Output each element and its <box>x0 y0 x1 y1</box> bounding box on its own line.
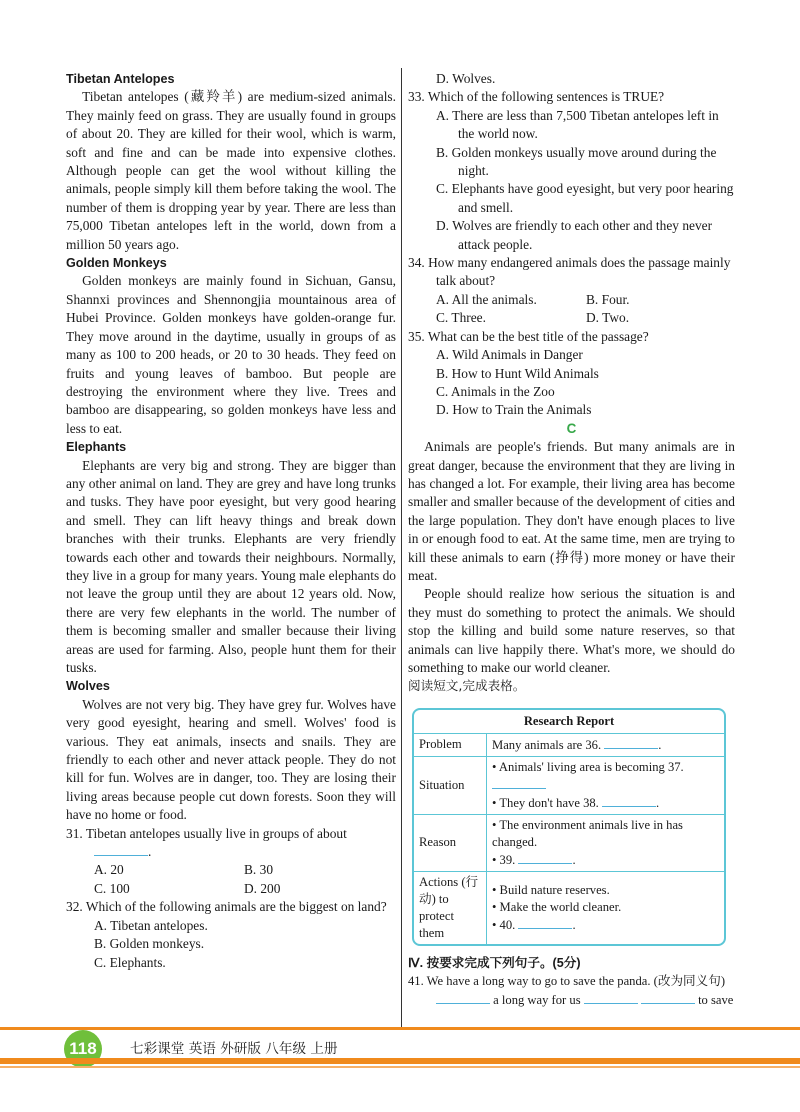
answer-blank-41b[interactable] <box>584 991 638 1004</box>
q32-option-a[interactable]: A. Tibetan antelopes. <box>94 917 208 933</box>
q31-options-row2 <box>66 880 396 898</box>
answer-blank-38[interactable] <box>602 794 656 807</box>
question-32: 32. Which of the following animals are the biggest on land? <box>66 899 387 915</box>
wolves-paragraph: Wolves are not very big. They have grey fur. Wolves have very good eyesight, hearing and smell. Wolves' food is various. They eat animals, insects and snails. They are friendly to each other and never attack people. They do not kill for fun. Wolves are in danger, too. They are losing their living areas because people cut down forests. Soon they will have no home or food. <box>66 696 396 823</box>
answer-blank-40[interactable] <box>518 916 572 929</box>
actions-label: Actions (行动) to protect them <box>414 871 487 944</box>
golden-title: Golden Monkeys <box>66 256 167 271</box>
question-34: 34. How many endangered animals does the passage mainly talk about? <box>408 255 731 289</box>
footer-strip <box>0 1058 800 1064</box>
problem-text: Many animals are 36. <box>492 737 602 752</box>
q35-option-b[interactable]: B. How to Hunt Wild Animals <box>436 365 599 381</box>
answer-blank-31[interactable] <box>94 843 148 856</box>
answer-blank-37[interactable] <box>492 776 546 789</box>
situation-label: Situation <box>414 756 487 814</box>
column-divider <box>401 68 402 1030</box>
problem-label: Problem <box>414 733 487 756</box>
problem-cell: Many animals are 36. . <box>487 733 725 756</box>
golden-paragraph: Golden monkeys are mainly found in Sichuan, Gansu, Shannxi provinces and Shennongjia mountainous area of Hubei Province. Golden monkeys have golden-orange fur. They move around in the daytime, usually in groups of as many as 100 to 200 heads, or 20 to 30 heads. They feed on fruits and young leaves of bamboo. But people are destroying the environment where they live. Trees and bamboo are disappearing, so golden monkeys have less and less to eat. <box>66 273 396 436</box>
q31-option-b[interactable]: B. 30 <box>244 862 274 878</box>
q35-option-d[interactable]: D. How to Train the Animals <box>436 402 592 418</box>
q41-part2: to save <box>698 992 734 1007</box>
q32-option-d[interactable]: D. Wolves. <box>436 71 496 86</box>
q31-option-a[interactable]: A. 20 <box>94 862 124 878</box>
situation-line-2: • They don't have 38. <box>492 795 599 810</box>
left-column <box>66 70 396 972</box>
reason-label: Reason <box>414 814 487 871</box>
reason-cell: • The environment animals live in has changed. • 39. . <box>487 814 725 871</box>
actions-line-3: • 40. <box>492 917 516 932</box>
q41-part1: a long way for us <box>493 992 581 1007</box>
page-number-badge: 118 <box>64 1030 102 1068</box>
answer-blank-39[interactable] <box>518 851 572 864</box>
answer-blank-41c[interactable] <box>641 991 695 1004</box>
question-41: 41. We have a long way to go to save the panda. (改为同义句) <box>408 974 726 989</box>
tibetan-title: Tibetan Antelopes <box>66 72 175 86</box>
situation-cell: • Animals' living area is becoming 37. • They don't have 38. . <box>487 756 725 814</box>
elephants-paragraph: Elephants are very big and strong. They are bigger than any other animal on land. They are grey and have long trunks and tusks. They have poor eyesight, but very good hearing and smell. They can lift heavy things and break down branches with their trunks. Elephants are very friendly towards each other and towards their neighbours. Normally, they live in a group for many years. Young male elephants do not leave the group until they are about 12 years old. Now, there are very few elephants in the world. The number of them is becoming smaller and smaller because their living areas are used for farming. Also, people hunt them for their tusks. <box>66 457 396 675</box>
q34-option-c[interactable]: C. Three. <box>436 310 486 326</box>
reason-line-2: • 39. <box>492 852 516 867</box>
elephants-title: Elephants <box>66 440 127 455</box>
actions-line-1: • Build nature reserves. <box>492 882 610 897</box>
question-35: 35. What can be the best title of the passage? <box>408 328 649 344</box>
reason-line-1: • The environment animals live in has changed. <box>492 817 683 849</box>
q31-option-d[interactable]: D. 200 <box>244 880 281 896</box>
q34-option-b[interactable]: B. Four. <box>586 291 630 307</box>
footer-rule <box>0 1027 800 1030</box>
section-4-heading: Ⅳ. 按要求完成下列句子。(5分) <box>408 955 581 970</box>
tibetan-paragraph: Tibetan antelopes (藏羚羊) are medium-sized animals. They mainly feed on grass. They are usually found in groups of about 20. They are killed for their wool, which is warm, soft and fine and can be made into expensive clothes. Although people can get the wool without killing the animals, people simply kill them before taking the wool. The number of them is dropping year by year. There are less than 75,000 Tibetan antelopes left in the world, down from a million 50 years ago. <box>66 89 396 252</box>
question-31-text: 31. Tibetan antelopes usually live in groups of about <box>66 825 347 841</box>
q35-option-a[interactable]: A. Wild Animals in Danger <box>436 347 583 363</box>
q34-options-row1 <box>408 291 735 309</box>
situation-line-1: • Animals' living area is becoming 37. <box>492 759 684 774</box>
q34-option-d[interactable]: D. Two. <box>586 310 630 326</box>
answer-blank-36[interactable] <box>604 736 658 749</box>
actions-line-2: • Make the world cleaner. <box>492 899 622 914</box>
question-33: 33. Which of the following sentences is TRUE? <box>408 89 665 105</box>
table-instruction: 阅读短文,完成表格。 <box>408 678 526 694</box>
c-paragraph-1: Animals are people's friends. But many animals are in great danger, because the environment that they are living in has changed a lot. For example, their living area has become smaller and smaller because of the development of cities and the large population. They don't have enough places to live in or enough food to eat. At the same time, men are trying to kill these animals to earn (挣得) more money or have their meat. <box>408 439 735 583</box>
q33-option-a[interactable]: A. There are less than 7,500 Tibetan antelopes left in the world now. <box>436 107 719 142</box>
q34-options-row2 <box>408 309 735 327</box>
table-title: Research Report <box>523 713 615 728</box>
question-31-end: . <box>148 844 152 860</box>
q33-option-b[interactable]: B. Golden monkeys usually move around during the night. <box>436 144 717 179</box>
wolves-title: Wolves <box>66 679 110 694</box>
footer-strip-light <box>0 1066 800 1068</box>
c-paragraph-2: People should realize how serious the situation is and they must do something to protect the animals. We should stop the killing and build some nature reserves, so that animals can live happily there. What's more, we should do something to make our world cleaner. <box>408 586 735 675</box>
actions-cell: • Build nature reserves. • Make the world cleaner. • 40. . <box>487 871 725 944</box>
q31-options-row1 <box>66 861 396 879</box>
section-c-heading: C <box>566 420 577 436</box>
q33-option-c[interactable]: C. Elephants have good eyesight, but very poor hearing and smell. <box>436 181 734 215</box>
q32-option-c[interactable]: C. Elephants. <box>94 954 166 970</box>
q31-option-c[interactable]: C. 100 <box>94 880 130 896</box>
question-41-answer-line <box>408 991 735 1009</box>
book-title: 七彩课堂 英语 外研版 八年级 上册 <box>130 1041 338 1057</box>
research-report-table <box>412 708 726 946</box>
q33-option-d[interactable]: D. Wolves are friendly to each other and they never attack people. <box>436 218 713 252</box>
q35-option-c[interactable]: C. Animals in the Zoo <box>436 383 555 399</box>
q32-option-b[interactable]: B. Golden monkeys. <box>94 936 205 952</box>
q34-option-a[interactable]: A. All the animals. <box>436 291 537 307</box>
question-31 <box>66 825 396 862</box>
answer-blank-41a[interactable] <box>436 991 490 1004</box>
right-column <box>408 70 735 1009</box>
